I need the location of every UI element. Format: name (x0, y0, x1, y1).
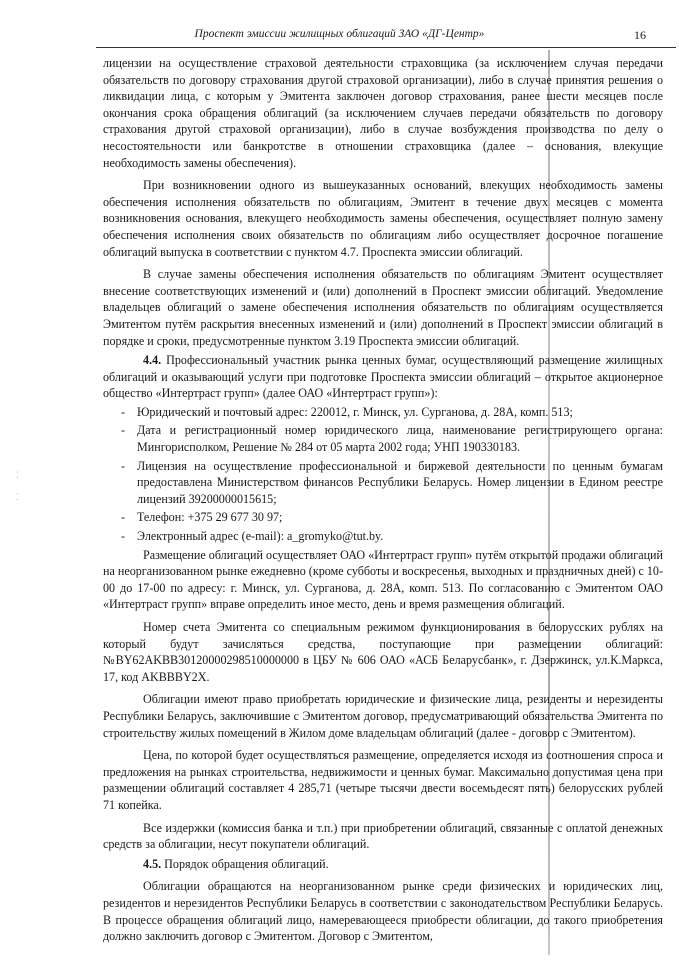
paragraph: Цена, по которой будет осуществляться размещение, определяется исходя из соотношения спроса и предложения на рынках строительства, недвижимости и ценных бумаг. Максимально допустимая цена при размещении облигаций составляет 4 285,71 (четыре тысячи двести восемьдесят пять) белорусских рублей 71 копейка. (103, 748, 663, 812)
section-text: Профессиональный участник рынка ценных бумаг, осуществляющий размещение жилищных облигаций и оказывающий услуги при подготовке Проспекта эмиссии облигаций – открытое акционерное общество «Интертраст групп» (далее ОАО «Интертраст групп»): (103, 353, 663, 401)
list-dash: - (121, 404, 126, 419)
paragraph: Номер счета Эмитента со специальным режимом функционирования в белорусских рублях на который будут зачисляться средства, поступающие при размещении облигаций: №BY62AKBB30120000298510000000 в ЦБУ № 606 ОАО «АСБ Беларусбанк», г. Дзержинск, ул.К.Маркса, 17, код AKBBBY2X. (103, 620, 663, 684)
paragraph: В случае замены обеспечения исполнения обязательств по облигациям Эмитент осуществляет внесение соответствующих изменений и (или) дополнений в Проспект эмиссии облигаций. Уведомление владельцев облигаций о замене обеспечения исполнения обязательств по облигациям осуществляется Эмитентом путём раскрытия внесенных изменений и (или) дополнений в Проспект эмиссии облигаций в порядке и сроки, предусмотренные пунктом 3.19 Проспекта эмиссии облигаций. (103, 267, 663, 348)
list-dash: - (121, 510, 126, 525)
paragraph: Размещение облигаций осуществляет ОАО «Интертраст групп» путём открытой продажи облигаций на неорганизованном рынке ежедневно (кроме субботы и воскресенья, выходных и праздничных дней) с 10-00 до 17-00 по адресу: г. Минск, ул. Сурганова, д. 28А, комп. 513. По согласованию с Эмитентом ОАО «Интертраст групп» вправе определить иное место, день и время размещения облигаций. (103, 547, 664, 612)
list-dash: - (121, 529, 126, 544)
paragraph: Облигации имеют право приобретать юридические и физические лица, резиденты и нерезиденты Республики Беларусь, заключившие с Эмитентом договор, предусматривающий обязательства Эмитента по строительству жилых помещений в Жилом доме владельцам облигаций (далее - договор с Эмитентом). (103, 692, 663, 740)
scan-artifact-mark: ⁚ (16, 492, 19, 502)
paragraph: Все издержки (комиссия банка и т.п.) при приобретении облигаций, связанные с оплатой денежных средств за облигации, несут покупатели облигаций. (103, 820, 663, 852)
list-dash: - (121, 423, 126, 438)
section-4-5-heading (103, 856, 663, 873)
section-4-4-paragraph (103, 352, 663, 402)
list-item (103, 528, 663, 545)
list-item-text: Дата и регистрационный номер юридического лица, наименование регистрирующего органа: Мингорисполком, Решение № 284 от 05 марта 2002 года; УНП 190330183. (137, 423, 663, 455)
paragraph: Облигации обращаются на неорганизованном рынке среди физических и юридических лиц, резидентов и нерезидентов Республики Беларусь в соответствии с законодательством Республики Беларусь. В процессе обращения облигаций лицо, намеревающееся приобрести облигации, до такого приобретения должно заключить договор с Эмитентом. Договор с Эмитентом, (103, 879, 663, 944)
header-rule (96, 47, 676, 48)
page-header (0, 28, 679, 46)
page-number: 16 (634, 28, 646, 42)
participant-details-list (103, 404, 663, 545)
section-text: Порядок обращения облигаций. (164, 856, 329, 871)
list-item (103, 509, 663, 526)
list-item (103, 404, 663, 421)
document-body (103, 55, 663, 945)
list-item-text: Телефон: +375 29 677 30 97; (137, 510, 283, 525)
paragraph: лицензии на осуществление страховой деятельности страховщика (за исключением случая передачи обязательств по договору страхования другой страховой организации), либо в случае принятия решения о ликвидации лица, с которым у Эмитента заключен договор страхования, ранее шести месяцев после окончания срока обращения облигаций (за исключением случаев передачи обязательств по договору страхования другой страховой организации), либо в случае возбуждения производства по делу о несостоятельности или банкротстве в отношении страховщика (далее – основания, влекущие необходимость замены обеспечения). (103, 56, 663, 170)
list-item-text: Лицензия на осуществление профессиональной и биржевой деятельности по ценным бумагам предоставлена Министерством финансов Республики Беларусь. Номер лицензии в Едином реестре лицензий 39200000015615; (137, 458, 663, 506)
section-number: 4.5. (143, 856, 162, 871)
list-item-text: Юридический и почтовый адрес: 220012, г. Минск, ул. Сурганова, д. 28А, комп. 513; (137, 404, 573, 419)
list-item-text: Электронный адрес (e-mail): a_gromyko@tut.by. (137, 529, 384, 544)
paragraph: При возникновении одного из вышеуказанных оснований, влекущих необходимость замены обеспечения исполнения обязательств по облигациям, Эмитент в течение двух месяцев с момента возникновения основания, влекущего необходимость замены обеспечения, осуществляет полную замену обеспечения исполнения своих обязательств по облигациям либо осуществляет досрочное погашение облигаций выпуска в соответствии с пунктом 4.7. Проспекта эмиссии облигаций. (103, 178, 663, 259)
section-number: 4.4. (143, 353, 162, 368)
list-item (103, 422, 663, 455)
scan-artifact-mark: ⁚ (16, 470, 19, 480)
list-dash: - (121, 458, 126, 473)
list-item (103, 458, 663, 508)
header-title: Проспект эмиссии жилищных облигаций ЗАО «ДГ-Центр» (194, 28, 485, 40)
